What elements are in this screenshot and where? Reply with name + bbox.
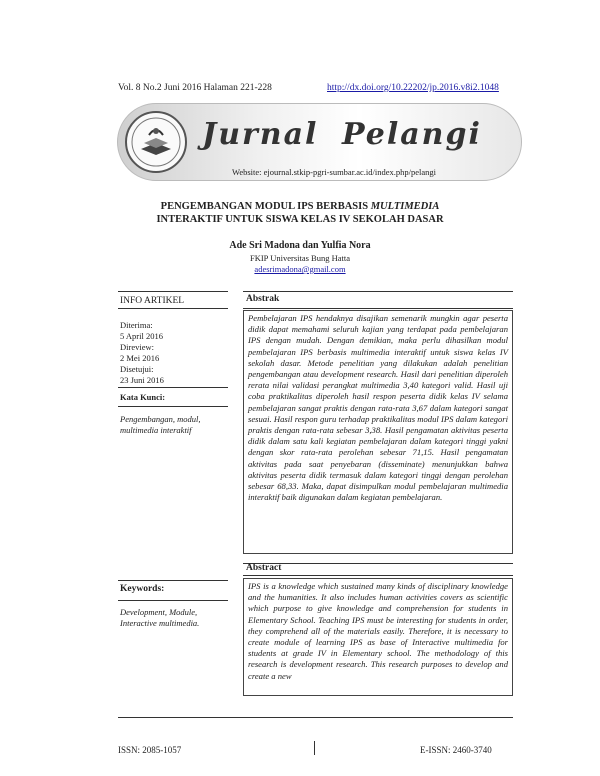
- divider: [243, 308, 513, 309]
- title-part-1: PENGEMBANGAN MODUL IPS BERBASIS: [160, 201, 371, 212]
- accepted-date: 23 Juni 2016: [120, 375, 164, 385]
- reviewed-label: Direview:: [120, 342, 154, 352]
- keywords-id: Pengembangan, modul, multimedia interaktif: [120, 414, 201, 435]
- keywords-id-label: Kata Kunci:: [120, 392, 166, 402]
- abstrak-text: Pembelajaran IPS hendaknya disajikan semenarik mungkin agar peserta didik dapat memahami seluruh kajian yang terdapat pada pembelajaran IPS dengan mudah. Dengan demikian, maka perlu dihasilkan modul pembelajaran IPS berbasis multimedia interaktif untuk siswa kelas IV sekolah dasar. Metode penelitian yang dilakukan adalah penelitian pengembangan atau development research. Hasil dari penelitian diperoleh rerata nilai validasi perangkat multimedia 3,40 kategori valid. Hasil uji coba praktikalitas diperoleh hasil respon peserta didik kelas IV selama pembelajaran sangat praktis dengan rata-rata 3,67 dalam kategori sangat sesuai. Hasil respon guru terhadap praktikalitas modul IPS dalam kategori praktis dengan rata-rata sebesar 3,38. Hasil pengamatan aktivitas peserta didik dalam satu kali kegiatan pembelajaran dalam kategori tinggi yakni dengan skor rata-rata perolehan sebesar 71,15. Hasil pengamatan aktivitas pada saat penyebaran (disseminate) menunjukkan bahwa aktivitas peserta didik termasuk dalam kategori tinggi dengan perolehan sebesar 68,33. Maka, dapat disimpulkan modul pembelajaran multimedia interaktif baik digunakan dalam kegiatan pembelajaran.: [243, 310, 513, 554]
- abstrak-heading: Abstrak: [246, 294, 280, 304]
- author-affiliation: FKIP Universitas Bung Hatta: [249, 253, 351, 263]
- abstract-heading: Abstract: [246, 563, 282, 573]
- divider: [118, 387, 228, 388]
- journal-website: Website: ejournal.stkip-pgri-sumbar.ac.id/index.php/pelangi: [232, 167, 436, 177]
- article-title: [110, 201, 490, 226]
- title-part-2: INTERAKTIF UNTUK SISWA KELAS IV SEKOLAH DASAR: [156, 213, 444, 225]
- reviewed-date: 2 Mei 2016: [120, 353, 160, 363]
- divider: [243, 291, 513, 292]
- received-label: Diterima:: [120, 320, 153, 330]
- journal-name-pelangi: Pelangi: [342, 117, 482, 152]
- accepted-label: Disetujui:: [120, 364, 154, 374]
- info-heading: INFO ARTIKEL: [120, 296, 185, 306]
- abstract-text: IPS is a knowledge which sustained many kinds of disciplinary knowledge and the humanities. It also includes human activities covers as scientific which purpose to give knowledge and comprehension for students in Elementary School. Teaching IPS must be interesting for students in order, they comprehend all of the materials easily. Therefore, it is necessary to create module of learning IPS as base of Interactive multimedia for students at grade IV in Elementary school. The methodology of this research is development research. This research purposes to develop and create a new: [243, 578, 513, 696]
- divider: [118, 291, 228, 292]
- issn: ISSN: 2085-1057: [118, 745, 182, 755]
- volume-info: Vol. 8 No.2 Juni 2016 Halaman 221-228: [118, 83, 272, 93]
- divider: [243, 563, 513, 564]
- divider: [118, 308, 228, 309]
- divider: [118, 600, 228, 601]
- divider: [118, 717, 513, 718]
- journal-name-jurnal: Jurnal: [202, 117, 319, 152]
- keywords-en: Development, Module, Interactive multimedia.: [120, 607, 200, 628]
- journal-logo-icon: [125, 111, 187, 173]
- footer-separator: [314, 741, 315, 755]
- eissn: E-ISSN: 2460-3740: [420, 745, 492, 755]
- title-part-multimedia: MULTIMEDIA: [370, 201, 440, 212]
- divider: [118, 580, 228, 581]
- author-email[interactable]: adesrimadona@gmail.com: [254, 264, 346, 274]
- divider: [118, 406, 228, 407]
- received-date: 5 April 2016: [120, 331, 163, 341]
- journal-banner: [117, 103, 522, 181]
- doi-link[interactable]: http://dx.doi.org/10.22202/jp.2016.v8i2.1048: [327, 83, 499, 93]
- article-authors: Ade Sri Madona dan Yulfia Nora: [229, 240, 371, 251]
- keywords-en-label: Keywords:: [120, 584, 165, 594]
- divider: [243, 575, 513, 576]
